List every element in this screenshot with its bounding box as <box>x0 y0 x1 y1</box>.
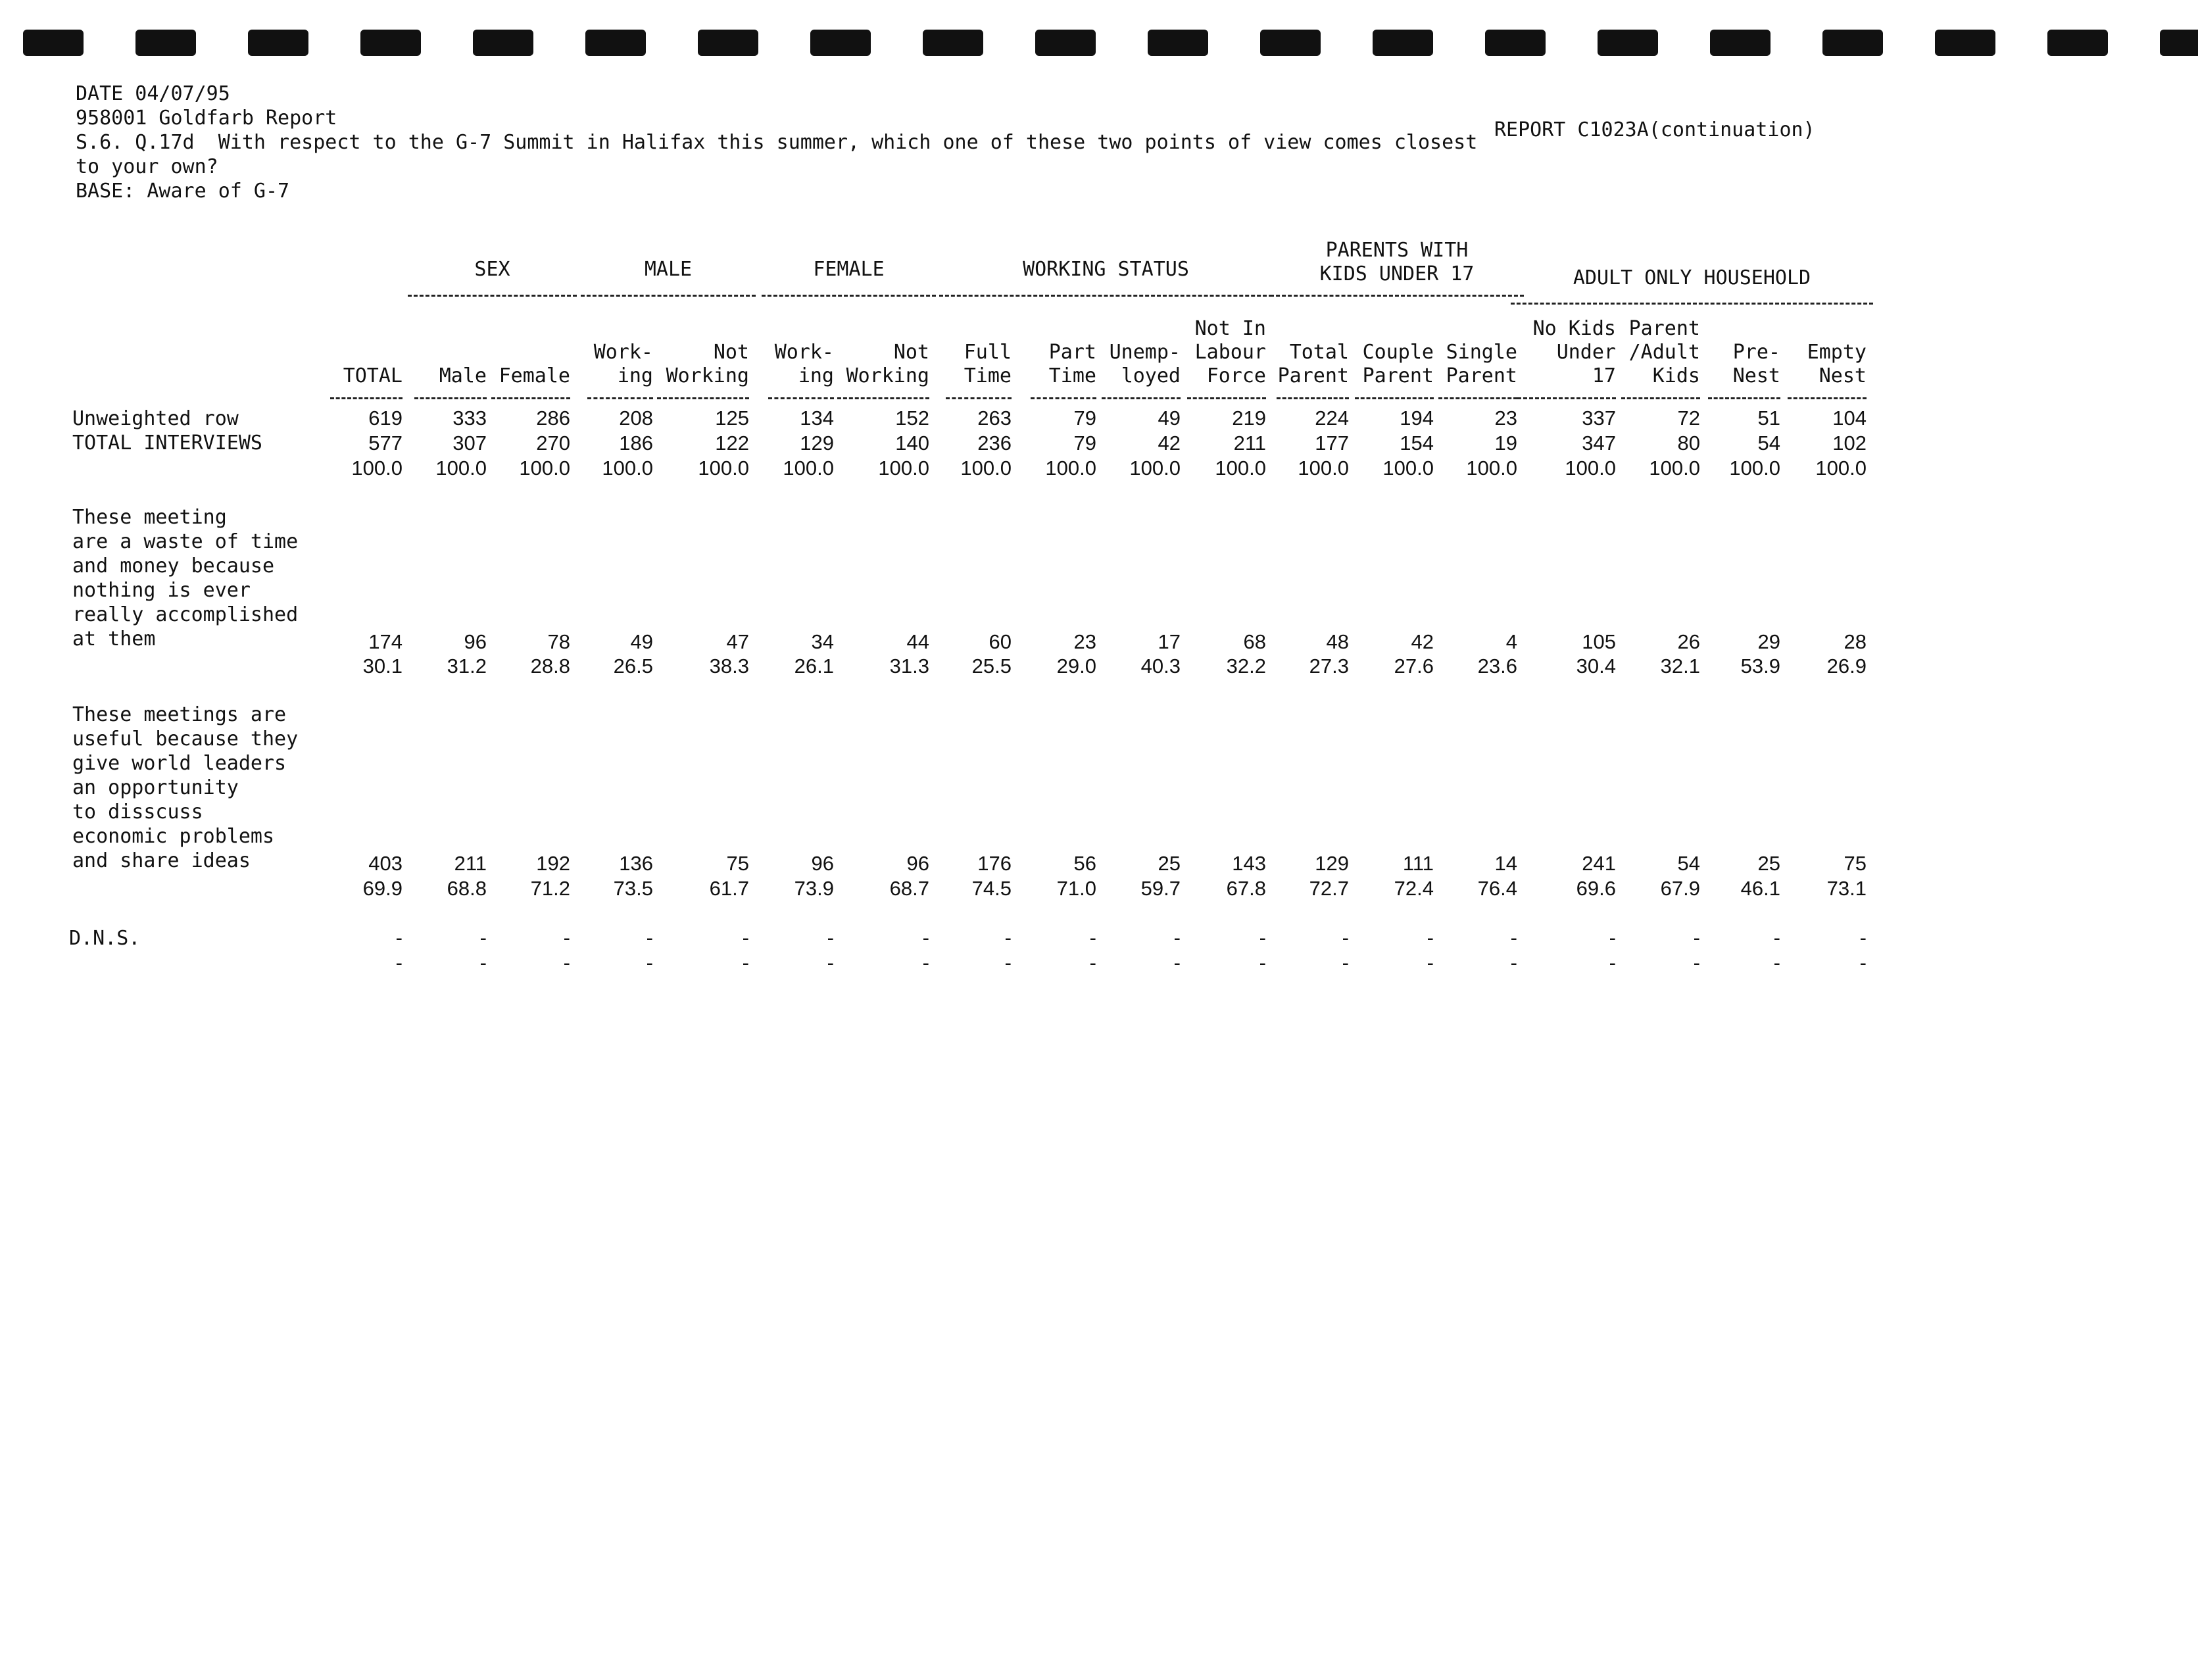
table-cell: - <box>1089 926 1096 949</box>
table-cell: - <box>1342 926 1349 949</box>
perforation-hole <box>1485 30 1546 56</box>
table-cell: 23.6 <box>1477 655 1517 678</box>
table-cell: 69.6 <box>1576 877 1616 900</box>
table-cell: 73.9 <box>794 877 834 900</box>
column-underline <box>414 397 487 399</box>
table-cell: - <box>1773 951 1780 974</box>
table-cell: 100.0 <box>878 457 929 480</box>
table-cell: 68 <box>1243 630 1266 653</box>
table-cell: 68.7 <box>889 877 929 900</box>
table-cell: 270 <box>536 432 570 455</box>
row-label: These meetings are useful because they give world leaders an opportunity to disscuss economic problems and share ideas <box>72 703 299 872</box>
report-id: REPORT C1023A(continuation) <box>1494 118 1815 141</box>
report-date: DATE 04/07/95 <box>76 82 230 105</box>
table-cell: 32.2 <box>1226 655 1266 678</box>
column-header: Empty Nest <box>1807 341 1867 387</box>
table-cell: 29.0 <box>1056 655 1096 678</box>
column-header: No Kids Under 17 <box>1532 317 1616 387</box>
perforation-hole <box>135 30 196 56</box>
table-cell: 241 <box>1582 852 1616 875</box>
question-text: S.6. Q.17d With respect to the G-7 Summit in Halifax this summer, which one of these two points of view comes closest <box>76 131 1478 154</box>
table-cell: 26.5 <box>613 655 653 678</box>
table-cell: - <box>1427 926 1434 949</box>
table-cell: 154 <box>1400 432 1434 455</box>
table-cell: 49 <box>630 630 653 653</box>
column-underline <box>657 397 749 399</box>
column-header: Male <box>439 364 487 387</box>
table-cell: 54 <box>1677 852 1700 875</box>
group-header: SEX <box>474 258 510 281</box>
column-underline <box>1031 397 1096 399</box>
table-cell: 23 <box>1073 630 1096 653</box>
column-underline <box>768 397 834 399</box>
perforation-hole <box>1035 30 1096 56</box>
table-cell: 75 <box>1844 852 1867 875</box>
perforation-hole <box>1822 30 1883 56</box>
table-cell: 100.0 <box>435 457 487 480</box>
table-cell: 28.8 <box>530 655 570 678</box>
table-cell: 74.5 <box>971 877 1012 900</box>
group-header: PARENTS WITH KIDS UNDER 17 <box>1319 239 1475 285</box>
column-underline <box>837 397 929 399</box>
table-cell: 48 <box>1326 630 1349 653</box>
table-cell: - <box>563 926 570 949</box>
table-cell: 100.0 <box>1045 457 1096 480</box>
perforation-hole <box>698 30 758 56</box>
row-label: D.N.S. <box>69 927 141 950</box>
table-cell: 577 <box>368 432 403 455</box>
table-cell: 100.0 <box>351 457 403 480</box>
perforation-hole <box>2047 30 2108 56</box>
table-cell: 73.1 <box>1826 877 1867 900</box>
table-cell: - <box>1259 951 1266 974</box>
table-cell: 72 <box>1677 407 1700 430</box>
perforation-hole <box>1260 30 1321 56</box>
table-cell: 31.2 <box>447 655 487 678</box>
column-header: Single Parent <box>1446 341 1517 387</box>
table-cell: 42 <box>1411 630 1434 653</box>
table-cell: 40.3 <box>1140 655 1181 678</box>
perforation-hole <box>23 30 84 56</box>
table-cell: 347 <box>1582 432 1616 455</box>
table-cell: 619 <box>368 407 403 430</box>
table-cell: 337 <box>1582 407 1616 430</box>
row-label: Unweighted row TOTAL INTERVIEWS <box>72 407 262 455</box>
table-cell: 286 <box>536 407 570 430</box>
table-cell: 26.1 <box>794 655 834 678</box>
column-underline <box>1355 397 1434 399</box>
table-cell: 129 <box>1315 852 1349 875</box>
table-cell: - <box>395 951 403 974</box>
table-cell: 96 <box>906 852 929 875</box>
column-header: Unemp- loyed <box>1109 341 1181 387</box>
table-cell: 134 <box>800 407 834 430</box>
column-header: Part Time <box>1048 341 1096 387</box>
table-cell: - <box>742 926 749 949</box>
table-cell: 152 <box>895 407 929 430</box>
column-header: Total Parent <box>1277 341 1349 387</box>
table-cell: 75 <box>726 852 749 875</box>
table-cell: 60 <box>989 630 1012 653</box>
table-cell: 100.0 <box>602 457 653 480</box>
column-underline <box>1102 397 1181 399</box>
table-cell: - <box>479 926 487 949</box>
table-cell: - <box>1089 951 1096 974</box>
table-cell: 140 <box>895 432 929 455</box>
table-cell: 102 <box>1832 432 1867 455</box>
table-cell: 51 <box>1757 407 1780 430</box>
table-cell: 96 <box>811 852 834 875</box>
group-header: FEMALE <box>813 258 885 281</box>
table-cell: 32.1 <box>1660 655 1700 678</box>
table-cell: 44 <box>906 630 929 653</box>
table-cell: 333 <box>452 407 487 430</box>
table-cell: - <box>1609 951 1616 974</box>
table-cell: 4 <box>1505 630 1517 653</box>
table-cell: 25.5 <box>971 655 1012 678</box>
column-underline <box>1788 397 1867 399</box>
table-cell: 177 <box>1315 432 1349 455</box>
table-cell: - <box>1609 926 1616 949</box>
report-client: 958001 Goldfarb Report <box>76 107 337 130</box>
table-cell: 104 <box>1832 407 1867 430</box>
table-cell: 100.0 <box>1565 457 1616 480</box>
table-cell: 100.0 <box>960 457 1012 480</box>
table-cell: - <box>827 951 834 974</box>
column-underline <box>330 397 403 399</box>
table-cell: 29 <box>1757 630 1780 653</box>
table-cell: 236 <box>977 432 1012 455</box>
table-cell: 125 <box>715 407 749 430</box>
column-underline <box>1517 397 1616 399</box>
column-underline <box>1621 397 1700 399</box>
perforation-hole <box>248 30 308 56</box>
column-header: Female <box>499 364 570 387</box>
table-cell: 211 <box>1233 432 1266 455</box>
table-cell: 27.6 <box>1394 655 1434 678</box>
table-cell: - <box>1859 926 1867 949</box>
table-cell: - <box>922 951 929 974</box>
table-cell: 67.9 <box>1660 877 1700 900</box>
table-cell: 219 <box>1232 407 1266 430</box>
table-cell: 105 <box>1582 630 1616 653</box>
table-cell: 100.0 <box>1382 457 1434 480</box>
table-cell: 100.0 <box>1298 457 1349 480</box>
column-underline <box>1187 397 1266 399</box>
table-cell: - <box>1773 926 1780 949</box>
table-cell: - <box>922 926 929 949</box>
table-cell: 96 <box>464 630 487 653</box>
table-cell: 174 <box>368 630 403 653</box>
column-underline <box>946 397 1012 399</box>
table-cell: 25 <box>1158 852 1181 875</box>
table-cell: 72.7 <box>1309 877 1349 900</box>
perforation-hole <box>810 30 871 56</box>
table-cell: 122 <box>715 432 749 455</box>
question-text-cont: to your own? <box>76 155 218 178</box>
column-header: Not Working <box>846 341 929 387</box>
table-cell: - <box>1693 951 1700 974</box>
table-cell: 46.1 <box>1740 877 1780 900</box>
report-header <box>76 82 1477 203</box>
column-header: Full Time <box>964 341 1012 387</box>
table-cell: 143 <box>1232 852 1266 875</box>
column-header: Parent /Adult Kids <box>1628 317 1700 387</box>
table-cell: 26 <box>1677 630 1700 653</box>
group-underline <box>762 295 936 297</box>
perforation-hole <box>585 30 646 56</box>
table-cell: 79 <box>1073 407 1096 430</box>
table-cell: 56 <box>1073 852 1096 875</box>
column-header: Not Working <box>666 341 749 387</box>
perforation-hole <box>923 30 983 56</box>
group-underline <box>408 295 577 297</box>
table-cell: 73.5 <box>613 877 653 900</box>
table-cell: 307 <box>452 432 487 455</box>
column-header: Work- ing <box>593 341 653 387</box>
table-cell: 53.9 <box>1740 655 1780 678</box>
table-cell: 19 <box>1494 432 1517 455</box>
table-cell: - <box>563 951 570 974</box>
table-cell: - <box>1173 951 1181 974</box>
table-cell: 34 <box>811 630 834 653</box>
row-label: These meeting are a waste of time and money because nothing is ever really accomplished at them <box>72 506 299 651</box>
table-cell: 30.4 <box>1576 655 1616 678</box>
table-cell: 100.0 <box>1466 457 1517 480</box>
table-cell: 129 <box>800 432 834 455</box>
table-cell: 100.0 <box>783 457 834 480</box>
table-cell: 61.7 <box>709 877 749 900</box>
table-cell: - <box>1259 926 1266 949</box>
table-cell: - <box>646 926 653 949</box>
group-header: ADULT ONLY HOUSEHOLD <box>1573 266 1811 289</box>
table-cell: 27.3 <box>1309 655 1349 678</box>
group-header: MALE <box>644 258 693 281</box>
table-cell: 49 <box>1158 407 1181 430</box>
perforation-hole <box>2160 30 2198 56</box>
table-cell: - <box>1004 951 1012 974</box>
table-cell: 100.0 <box>1729 457 1780 480</box>
table-cell: 71.2 <box>530 877 570 900</box>
table-cell: - <box>1510 926 1517 949</box>
table-cell: 59.7 <box>1140 877 1181 900</box>
table-cell: - <box>827 926 834 949</box>
table-cell: - <box>1342 951 1349 974</box>
table-cell: 263 <box>977 407 1012 430</box>
table-cell: - <box>1004 926 1012 949</box>
table-cell: 211 <box>454 852 487 875</box>
column-underline <box>1277 397 1349 399</box>
perforation-hole <box>1710 30 1771 56</box>
table-cell: 28 <box>1844 630 1867 653</box>
table-cell: 192 <box>536 852 570 875</box>
column-header: Pre- Nest <box>1732 341 1780 387</box>
table-cell: 79 <box>1073 432 1096 455</box>
column-header: Couple Parent <box>1362 341 1434 387</box>
table-cell: 403 <box>368 852 403 875</box>
column-underline <box>1708 397 1780 399</box>
table-cell: 100.0 <box>1215 457 1266 480</box>
table-cell: - <box>646 951 653 974</box>
table-cell: - <box>1510 951 1517 974</box>
table-cell: 67.8 <box>1226 877 1266 900</box>
table-cell: 72.4 <box>1394 877 1434 900</box>
group-underline <box>581 295 756 297</box>
table-cell: 17 <box>1158 630 1181 653</box>
table-cell: - <box>1693 926 1700 949</box>
group-underline <box>1511 303 1873 305</box>
table-cell: 176 <box>977 852 1012 875</box>
table-cell: 100.0 <box>698 457 749 480</box>
group-underline <box>939 295 1273 297</box>
column-underline <box>491 397 570 399</box>
column-header: Not In Labour Force <box>1194 317 1266 387</box>
base-text: BASE: Aware of G-7 <box>76 180 290 203</box>
group-header: WORKING STATUS <box>1023 258 1189 281</box>
table-cell: 136 <box>619 852 653 875</box>
perforation-strip <box>0 0 2198 72</box>
table-cell: 78 <box>547 630 570 653</box>
table-cell: 224 <box>1315 407 1349 430</box>
table-cell: - <box>395 926 403 949</box>
table-cell: - <box>479 951 487 974</box>
table-cell: 23 <box>1494 407 1517 430</box>
perforation-hole <box>1148 30 1208 56</box>
table-cell: - <box>1859 951 1867 974</box>
table-cell: 100.0 <box>519 457 570 480</box>
table-cell: 25 <box>1757 852 1780 875</box>
table-cell: 42 <box>1158 432 1181 455</box>
column-header: Work- ing <box>774 341 834 387</box>
perforation-hole <box>1598 30 1658 56</box>
perforation-hole <box>1373 30 1433 56</box>
table-cell: 76.4 <box>1477 877 1517 900</box>
table-cell: 100.0 <box>1649 457 1700 480</box>
group-underline <box>1270 295 1524 297</box>
table-cell: 111 <box>1402 852 1434 875</box>
column-underline <box>587 397 653 399</box>
perforation-hole <box>473 30 533 56</box>
table-cell: 26.9 <box>1826 655 1867 678</box>
table-cell: 14 <box>1494 852 1517 875</box>
table-cell: 186 <box>619 432 653 455</box>
table-cell: 54 <box>1757 432 1780 455</box>
table-cell: 100.0 <box>1815 457 1867 480</box>
table-cell: 31.3 <box>889 655 929 678</box>
perforation-hole <box>1935 30 1995 56</box>
table-cell: 100.0 <box>1129 457 1181 480</box>
column-header: TOTAL <box>343 364 403 387</box>
perforation-hole <box>360 30 421 56</box>
table-cell: 69.9 <box>362 877 403 900</box>
table-cell: 47 <box>726 630 749 653</box>
table-cell: 30.1 <box>362 655 403 678</box>
table-cell: 68.8 <box>447 877 487 900</box>
table-cell: - <box>1427 951 1434 974</box>
table-cell: 80 <box>1677 432 1700 455</box>
table-cell: 38.3 <box>709 655 749 678</box>
table-cell: 194 <box>1400 407 1434 430</box>
column-underline <box>1438 397 1517 399</box>
table-cell: - <box>742 951 749 974</box>
table-cell: 208 <box>619 407 653 430</box>
table-cell: - <box>1173 926 1181 949</box>
table-cell: 71.0 <box>1056 877 1096 900</box>
